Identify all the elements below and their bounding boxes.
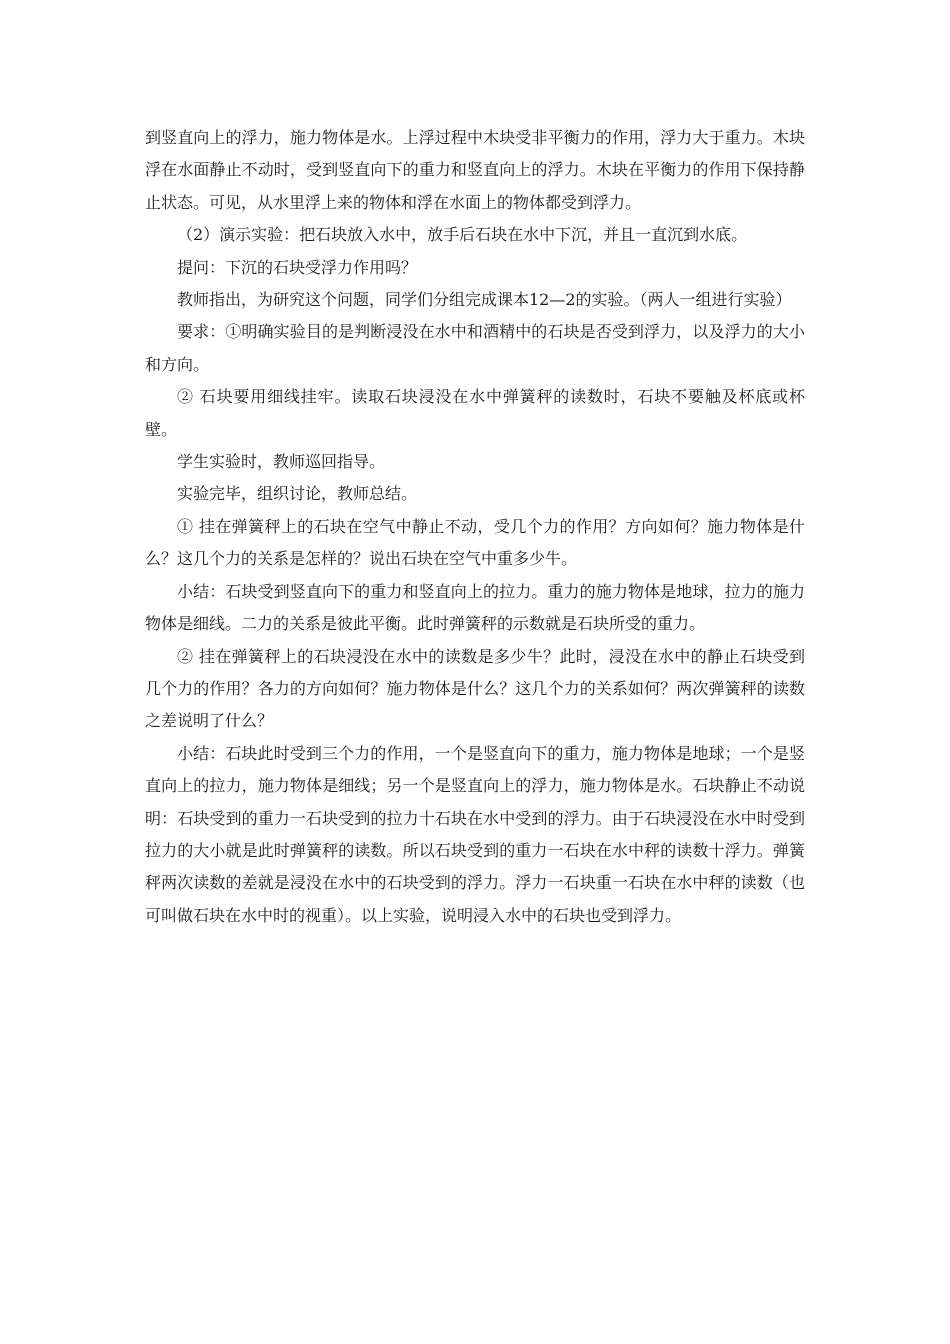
- paragraph-4: 教师指出，为研究这个问题，同学们分组完成课本12—2的实验。（两人一组进行实验）: [177, 290, 792, 310]
- paragraph-1: 到竖直向上的浮力，施力物体是水。上浮过程中木块受非平衡力的作用，浮力大于重力。木块浮在水面静止不动时，受到竖直向下的重力和竖直向上的浮力。木块在平衡力的作用下保持静止状态。可见，从水里浮上来的物体和浮在水面上的物体都受到浮力。: [145, 128, 805, 212]
- paragraph-10: 小结：石块受到竖直向下的重力和竖直向上的拉力。重力的施力物体是地球，拉力的施力物体是细线。二力的关系是彼此平衡。此时弹簧秤的示数就是石块所受的重力。: [145, 581, 805, 634]
- paragraph-6: ② 石块要用细线挂牢。读取石块浸没在水中弹簧秤的读数时，石块不要触及杯底或杯壁。: [145, 387, 805, 439]
- paragraph-5: 要求：①明确实验目的是判断浸没在水中和酒精中的石块是否受到浮力，以及浮力的大小和方向。: [145, 322, 805, 374]
- document-body: [145, 122, 805, 932]
- paragraph-2: （2）演示实验：把石块放入水中，放手后石块在水中下沉，并且一直沉到水底。: [177, 225, 748, 245]
- paragraph-7: 学生实验时，教师巡回指导。: [177, 452, 386, 472]
- paragraph-8: 实验完毕，组织讨论，教师总结。: [177, 484, 418, 504]
- paragraph-9: ① 挂在弹簧秤上的石块在空气中静止不动，受几个力的作用？方向如何？施力物体是什么？这几个力的关系是怎样的？说出石块在空气中重多少牛。: [145, 516, 805, 569]
- paragraph-11: ② 挂在弹簧秤上的石块浸没在水中的读数是多少牛？此时，浸没在水中的静止石块受到几个力的作用？各力的方向如何？施力物体是什么？这几个力的关系如何？两次弹簧秤的读数之差说明了什么？: [145, 646, 805, 731]
- paragraph-12: 小结：石块此时受到三个力的作用，一个是竖直向下的重力，施力物体是地球；一个是竖直向上的拉力，施力物体是细线；另一个是竖直向上的浮力，施力物体是水。石块静止不动说明：石块受到的重力一石块受到的拉力十石块在水中受到的浮力。由于石块浸没在水中时受到拉力的大小就是此时弹簧秤的读数。所以石块受到的重力一石块在水中秤的读数十浮力。弹簧秤两次读数的差就是浸没在水中的石块受到的浮力。浮力一石块重一石块在水中秤的读数（也可叫做石块在水中时的视重）。以上实验，说明浸入水中的石块也受到浮力。: [145, 743, 805, 925]
- paragraph-3: 提问：下沉的石块受浮力作用吗？: [177, 257, 418, 277]
